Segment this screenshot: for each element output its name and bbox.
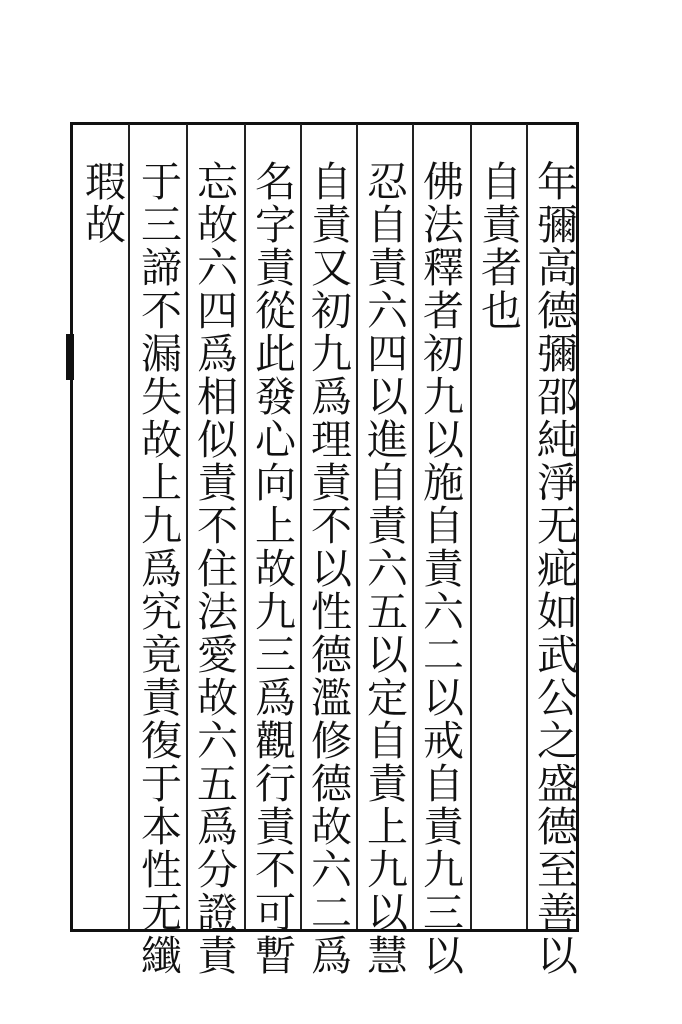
frame-left-edge [70,122,73,932]
text-column: 自責又初九爲理責不以性德濫修德故六二爲 [304,160,352,977]
column-rule [244,124,246,929]
column-rule [526,124,528,929]
column-rule [412,124,414,929]
column-rule [128,124,130,929]
text-column: 名字責從此發心向上故九三爲觀行責不可暫 [248,160,296,977]
column-rule [356,124,358,929]
text-column: 忍自責六四以進自責六五以定自責上九以慧 [360,160,408,977]
text-column: 年彌高德彌邵純淨无疵如武公之盛德至善以 [530,160,578,977]
fold-mark [66,334,74,380]
column-rule [300,124,302,929]
text-column: 佛法釋者初九以施自責六二以戒自責九三以 [416,160,464,977]
text-column: 于三諦不漏失故上九爲究竟責復于本性无纖 [134,160,182,977]
text-column: 瑕故 [78,160,126,246]
column-rule [186,124,188,929]
column-rule [470,124,472,929]
text-column: 自責者也 [474,160,522,332]
text-column: 忘故六四爲相似責不住法愛故六五爲分證責 [190,160,238,977]
